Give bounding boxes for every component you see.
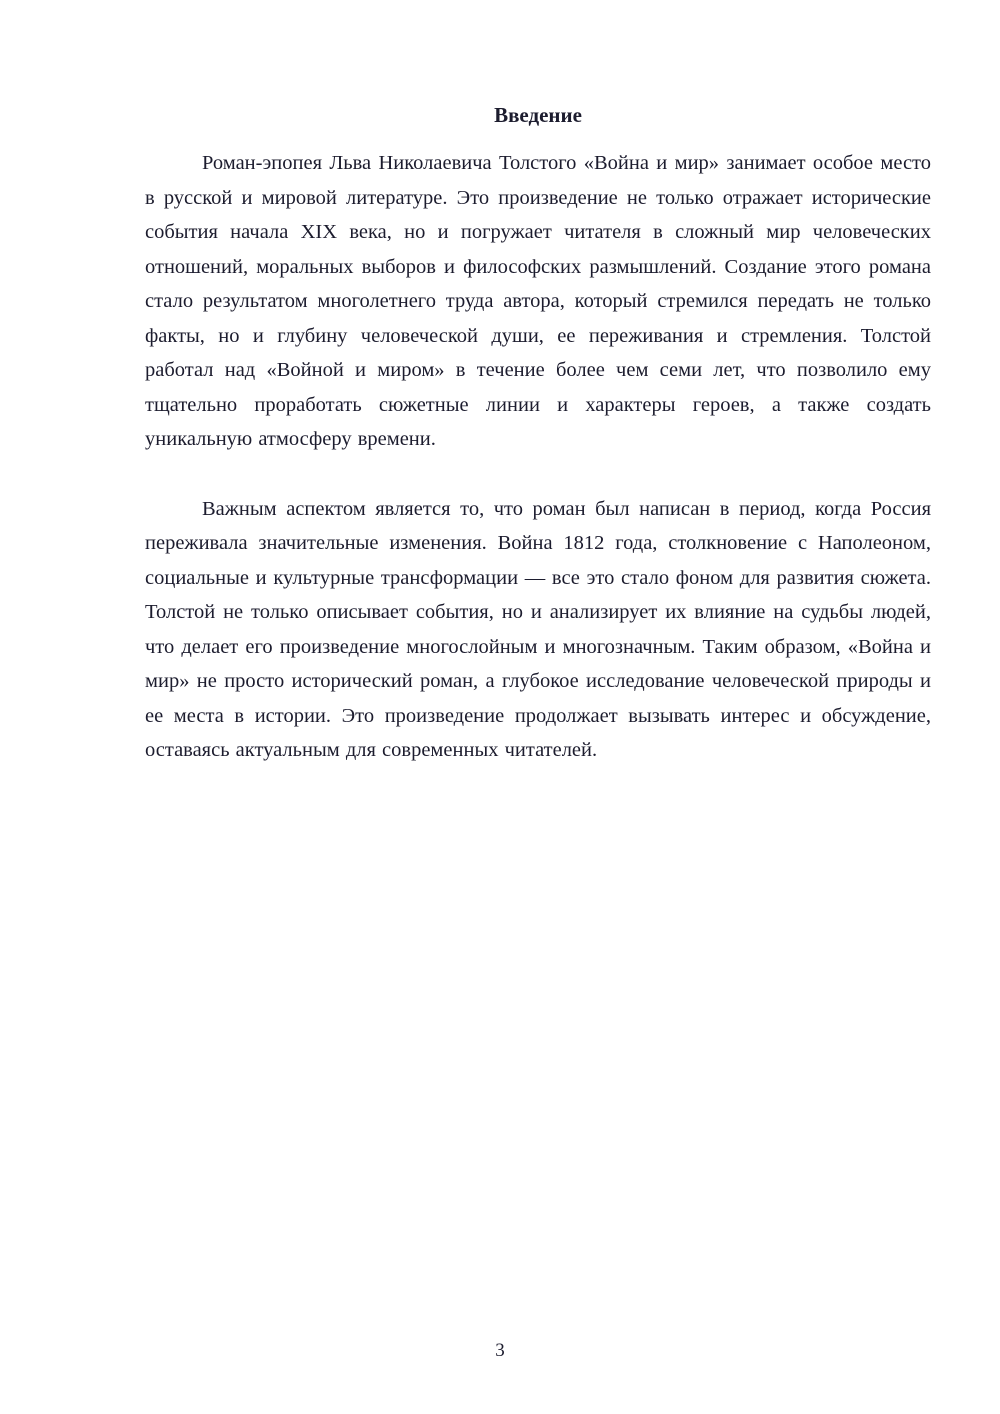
page-number: 3: [495, 1340, 505, 1361]
document-content: [145, 98, 931, 803]
paragraph-introduction-1: Роман-эпопея Льва Николаевича Толстого «Война и мир» занимает особое место в русской и мировой литературе. Это произведение не только отражает исторические события начала XIX века, но и погружает читателя в сложный мир человеческих отношений, моральных выборов и философских размышлений. Создание этого романа стало результатом многолетнего труда автора, который стремился передать не только факты, но и глубину человеческой души, ее переживания и стремления. Толстой работал над «Войной и миром» в течение более чем семи лет, что позволило ему тщательно проработать сюжетные линии и характеры героев, а также создать уникальную атмосферу времени.: [145, 152, 931, 450]
paragraph-introduction-2: Важным аспектом является то, что роман был написан в период, когда Россия переживала значительные изменения. Война 1812 года, столкновение с Наполеоном, социальные и культурные трансформации — все это стало фоном для развития сюжета. Толстой не только описывает события, но и анализирует их влияние на судьбы людей, что делает его произведение многослойным и многозначным. Таким образом, «Война и мир» не просто исторический роман, а глубокое исследование человеческой природы и ее места в истории. Это произведение продолжает вызывать интерес и обсуждение, оставаясь актуальным для современных читателей.: [145, 497, 931, 761]
document-title: Введение: [494, 103, 582, 127]
